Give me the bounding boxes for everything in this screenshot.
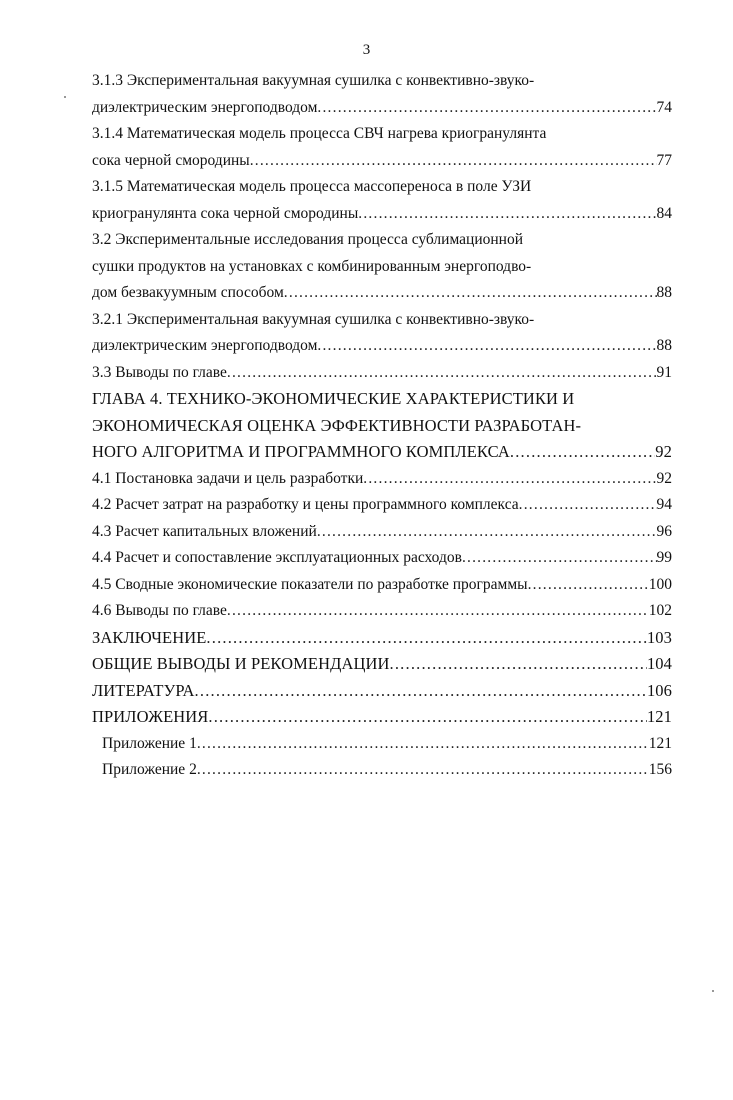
toc-page-number: 104 xyxy=(646,654,672,673)
toc-page-number: 88 xyxy=(656,337,672,354)
toc-line xyxy=(92,545,672,572)
toc-entry-text: криогранулянта сока черной смородины xyxy=(92,204,359,222)
toc-entry-text: 4.1 Постановка задачи и цель разработки xyxy=(92,469,364,487)
toc-line xyxy=(92,280,672,307)
dot-leader xyxy=(317,333,656,360)
toc-entry-text: 4.2 Расчет затрат на разработку и цены программного комплекса xyxy=(92,496,519,513)
toc-page-number: 74 xyxy=(656,98,672,116)
toc-line xyxy=(92,678,672,705)
toc-line xyxy=(92,466,672,493)
toc-entry-text: 3.2 Экспериментальные исследования процесса сублимационной xyxy=(92,231,524,248)
toc-chapter-heading: НОГО АЛГОРИТМА И ПРОГРАММНОГО КОМПЛЕКСА xyxy=(92,442,510,461)
toc-line xyxy=(92,625,672,652)
toc-line xyxy=(92,731,672,758)
dot-leader xyxy=(197,731,649,758)
toc-page-number: 106 xyxy=(646,680,672,700)
dot-leader xyxy=(462,545,657,572)
page-number: 3 xyxy=(362,42,371,58)
dot-leader xyxy=(358,201,656,228)
scan-speck xyxy=(64,96,66,98)
toc-section-heading: ЗАКЛЮЧЕНИЕ xyxy=(92,627,207,647)
toc-section-heading: ЛИТЕРАТУРА xyxy=(92,680,195,700)
dot-leader xyxy=(390,651,647,678)
dot-leader xyxy=(528,572,649,599)
toc-entry-text: диэлектрическим энергоподводом xyxy=(92,337,318,354)
toc-line xyxy=(92,757,672,784)
toc-entry-text: сока черной смородины xyxy=(92,151,250,169)
toc-line xyxy=(92,492,672,519)
dot-leader xyxy=(510,439,655,466)
toc-entry-text: 4.5 Сводные экономические показатели по разработке программы xyxy=(92,575,528,593)
toc-line xyxy=(92,254,672,281)
toc-page-number: 102 xyxy=(648,602,672,619)
toc-chapter-heading: ГЛАВА 4. ТЕХНИКО-ЭКОНОМИЧЕСКИЕ ХАРАКТЕРИСТИКИ И xyxy=(92,389,575,408)
toc-line xyxy=(92,413,672,440)
toc-page-number: 103 xyxy=(646,627,672,647)
toc-line xyxy=(92,174,672,201)
toc-page-number: 156 xyxy=(648,761,672,778)
toc-line xyxy=(92,333,672,360)
toc-line xyxy=(92,651,672,678)
toc-entry-text: 4.6 Выводы по главе xyxy=(92,602,227,619)
toc-line xyxy=(92,227,672,254)
toc-page-number: 84 xyxy=(656,204,672,222)
toc-line xyxy=(92,572,672,599)
toc-entry-text: Приложение 2 xyxy=(102,761,197,778)
toc-line xyxy=(92,307,672,334)
toc-line xyxy=(92,704,672,731)
toc-chapter-heading: ЭКОНОМИЧЕСКАЯ ОЦЕНКА ЭФФЕКТИВНОСТИ РАЗРАБОТАН- xyxy=(92,415,582,435)
dot-leader xyxy=(284,280,657,307)
toc-page-number: 100 xyxy=(648,575,672,593)
toc-page-number: 94 xyxy=(656,496,672,513)
toc-entry-text: 4.3 Расчет капитальных вложений xyxy=(92,522,317,540)
toc-entry-text: 4.4 Расчет и сопоставление эксплуатационных расходов xyxy=(92,549,462,566)
dot-leader xyxy=(317,519,657,546)
toc-page-number: 121 xyxy=(646,707,672,726)
toc-entry-text: 3.3 Выводы по главе xyxy=(92,363,227,381)
toc-line xyxy=(92,201,672,228)
toc-line xyxy=(92,360,672,387)
toc-page-number: 77 xyxy=(656,151,672,169)
toc-page-number: 91 xyxy=(656,363,672,381)
toc-entry-text: сушки продуктов на установках с комбинированным энергоподво- xyxy=(92,257,532,275)
toc-entry-text: дом безвакуумным способом xyxy=(92,284,284,301)
dot-leader xyxy=(250,148,657,175)
toc-page-number: 92 xyxy=(655,442,672,461)
toc-line xyxy=(92,121,672,148)
dot-leader xyxy=(363,466,656,493)
dot-leader xyxy=(519,492,657,519)
toc-line xyxy=(92,386,672,413)
toc-page-number: 88 xyxy=(656,284,672,301)
table-of-contents xyxy=(92,68,672,784)
toc-page-number: 92 xyxy=(656,469,672,487)
toc-entry-text: 3.1.3 Экспериментальная вакуумная сушилка с конвективно-звуко- xyxy=(92,72,535,89)
toc-entry-text: 3.1.5 Математическая модель процесса массопереноса в поле УЗИ xyxy=(92,178,532,195)
toc-line xyxy=(92,439,672,466)
dot-leader xyxy=(195,678,647,705)
toc-page-number: 99 xyxy=(656,549,672,566)
dot-leader xyxy=(197,757,649,784)
dot-leader xyxy=(227,360,657,387)
toc-section-heading: ПРИЛОЖЕНИЯ xyxy=(92,707,209,726)
dot-leader xyxy=(227,598,649,625)
toc-line xyxy=(92,148,672,175)
toc-line xyxy=(92,95,672,122)
toc-page-number: 121 xyxy=(648,734,672,752)
toc-entry-text: 3.2.1 Экспериментальная вакуумная сушилка с конвективно-звуко- xyxy=(92,310,535,328)
toc-section-heading: ОБЩИЕ ВЫВОДЫ И РЕКОМЕНДАЦИИ xyxy=(92,654,390,673)
toc-entry-text: диэлектрическим энергоподводом xyxy=(92,98,318,116)
dot-leader xyxy=(317,95,656,122)
toc-entry-text: Приложение 1 xyxy=(102,734,197,752)
scan-speck xyxy=(712,990,714,992)
toc-entry-text: 3.1.4 Математическая модель процесса СВЧ нагрева криогранулянта xyxy=(92,125,547,142)
toc-line xyxy=(92,519,672,546)
dot-leader xyxy=(208,704,647,731)
toc-page-number: 96 xyxy=(656,522,672,540)
dot-leader xyxy=(206,625,647,652)
toc-line xyxy=(92,68,672,95)
toc-line xyxy=(92,598,672,625)
